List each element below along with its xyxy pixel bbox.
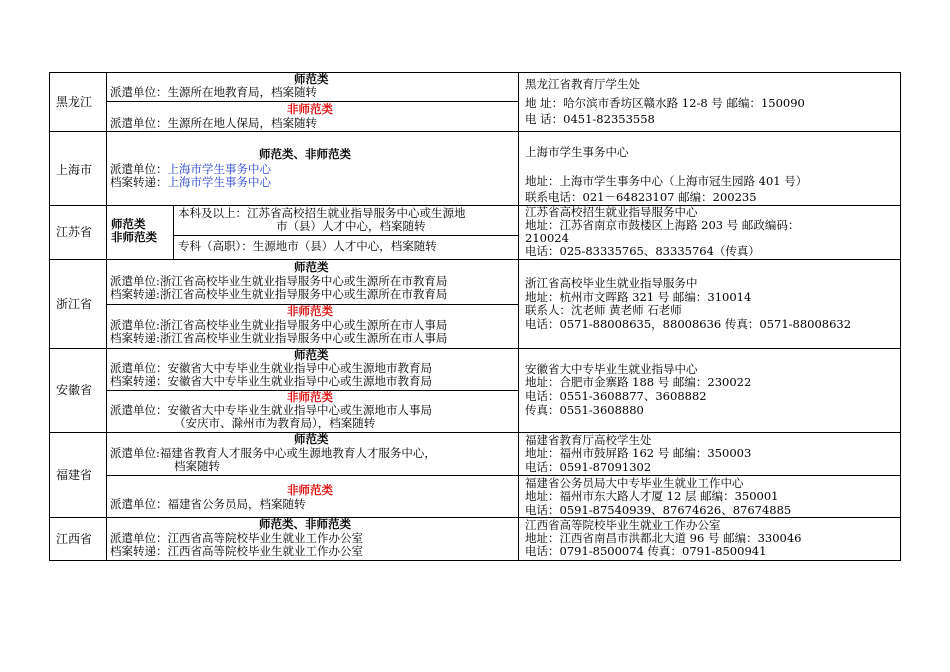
- contact-org: 江苏省高校招生就业指导服务中心: [525, 205, 698, 219]
- dispatch-text: 派遣单位：生源所在地人保局，档案随转: [110, 116, 317, 130]
- contact-person: 联系人：沈老师 黄老师 石老师: [525, 303, 682, 317]
- dispatch-text: 派遣单位：福建省公务员局，档案随转: [110, 497, 306, 511]
- contact-address: 地址：江苏省南京市鼓楼区上海路 203 号 邮政编码：: [525, 218, 800, 232]
- dispatch-text: 派遣单位:福建省教育人才服务中心或生源地教育人才服务中心，: [110, 446, 436, 460]
- contact-org: 江西省高等院校毕业生就业工作办公室: [525, 518, 721, 532]
- archive-text: 档案转递:浙江省高校毕业生就业指导服务中心或生源所在市教育局: [110, 287, 448, 301]
- contact-fax: 传真：0551-3608880: [525, 403, 644, 417]
- dispatch-text: 派遣单位：生源所在地教育局，档案随转: [110, 85, 317, 99]
- contact-address: 地址：福州市东大路人才厦 12 层 邮编：350001: [525, 489, 779, 503]
- contact-org: 黑龙江省教育厅学生处: [525, 77, 640, 91]
- category-label: 非师范类: [287, 102, 333, 116]
- contact-phone: 电话：0791-8500074 传真：0791-8500941: [525, 544, 767, 558]
- archive-text: [110, 176, 271, 190]
- contact-address: 地 址：哈尔滨市香坊区赣水路 12-8 号 邮编：150090: [525, 96, 805, 110]
- category-label: 非师范类: [111, 230, 157, 244]
- province-label: 江苏省: [56, 225, 93, 239]
- contact-phone: 电话：0591-87540939、87674626、87674885: [525, 503, 792, 517]
- dispatch-text: 派遣单位:浙江省高校毕业生就业指导服务中心或生源所在市人事局: [110, 318, 448, 332]
- category-label: 师范类: [111, 217, 146, 231]
- contact-address: 地址：福州市鼓屏路 162 号 邮编：350003: [525, 446, 752, 460]
- dispatch-text: 派遣单位：安徽省大中专毕业生就业指导中心或生源地市教育局: [110, 361, 432, 375]
- dispatch-text: 派遣单位:浙江省高校毕业生就业指导服务中心或生源所在市教育局: [110, 274, 448, 288]
- archive-text: 档案转递：安徽省大中专毕业生就业指导中心或生源地市教育局: [110, 374, 432, 388]
- dispatch-text: （安庆市、滁州市为教育局），档案随转: [174, 416, 376, 430]
- contact-phone: 电话：0551-3608877、3608882: [525, 389, 707, 403]
- contact-org: 福建省教育厅高校学生处: [525, 433, 652, 447]
- province-label: 安徽省: [56, 383, 93, 397]
- contact-phone: 电话：025-83335765、83335764（传真）: [525, 244, 760, 258]
- category-label: 师范类: [294, 72, 329, 86]
- contact-postcode: 210024: [525, 231, 569, 245]
- dispatch-text: 派遣单位：安徽省大中专毕业生就业指导中心或生源地市人事局: [110, 403, 432, 417]
- category-label: 师范类: [294, 260, 329, 274]
- category-label: 师范类: [294, 348, 329, 362]
- contact-address: 地址：上海市学生事务中心（上海市冠生园路 401 号）: [525, 174, 808, 188]
- category-label: 非师范类: [287, 304, 333, 318]
- dispatch-text: 派遣单位：江西省高等院校毕业生就业工作办公室: [110, 531, 363, 545]
- category-label: 师范类、非师范类: [259, 147, 351, 161]
- province-label: 福建省: [56, 468, 93, 482]
- dispatch-text: 本科及以上：江苏省高校招生就业指导服务中心或生源地: [178, 206, 466, 220]
- category-label: 非师范类: [287, 483, 333, 497]
- contact-org: 浙江省高校毕业生就业指导服务中: [525, 276, 698, 290]
- archive-text: 档案转递：江西省高等院校毕业生就业工作办公室: [110, 544, 363, 558]
- field-label: 档案转递：: [110, 175, 168, 189]
- contact-address: 地址：江西省南昌市洪都北大道 96 号 邮编：330046: [525, 531, 802, 545]
- category-label: 师范类、非师范类: [259, 517, 351, 531]
- contact-phone: 电话：0571-88008635，88008636 传真：0571-88008632: [525, 317, 852, 331]
- province-label: 江西省: [56, 532, 93, 546]
- contact-phone: 联系电话：021－64823107 邮编：200235: [525, 190, 757, 204]
- field-value: 上海市学生事务中心: [167, 162, 271, 176]
- field-label: 派遣单位：: [110, 162, 168, 176]
- category-label: 师范类: [294, 432, 329, 446]
- contact-org: 上海市学生事务中心: [525, 145, 629, 159]
- province-label: 黑龙江: [56, 95, 93, 109]
- contact-phone: 电 话：0451-82353558: [525, 112, 655, 126]
- province-label: 上海市: [56, 163, 93, 177]
- field-value: 上海市学生事务中心: [167, 175, 271, 189]
- dispatch-text: 市（县）人才中心，档案随转: [276, 219, 426, 233]
- contact-phone: 电话：0591-87091302: [525, 460, 652, 474]
- contact-address: 地址：杭州市文晖路 321 号 邮编：310014: [525, 290, 752, 304]
- province-label: 浙江省: [56, 297, 93, 311]
- contact-address: 地址：合肥市金寨路 188 号 邮编：230022: [525, 375, 752, 389]
- dispatch-text: 专科（高职）：生源地市（县）人才中心，档案随转: [178, 239, 437, 253]
- category-label: 非师范类: [287, 390, 333, 404]
- dispatch-text: 档案随转: [174, 459, 220, 473]
- contact-org: 福建省公务员局大中专毕业生就业工作中心: [525, 476, 744, 490]
- archive-text: 档案转递:浙江省高校毕业生就业指导服务中心或生源所在市人事局: [110, 331, 448, 345]
- contact-org: 安徽省大中专毕业生就业指导中心: [525, 362, 698, 376]
